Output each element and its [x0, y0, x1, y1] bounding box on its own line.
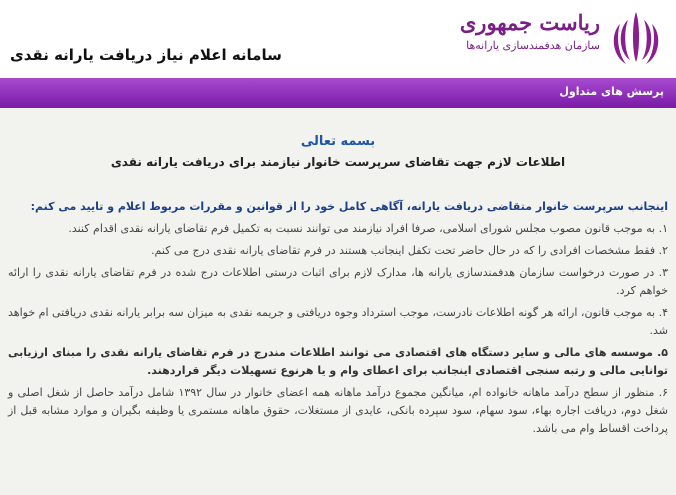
org-title: ریاست جمهوری — [459, 10, 600, 35]
nav-bar — [0, 78, 676, 108]
term-item-3: ۳. در صورت درخواست سازمان هدفمندسازی یارانه ها، مدارک لازم برای اثبات درستی اطلاعات درج شده در فرم تقاضای یارانه نقدی را ارائه خواهم کرد. — [8, 266, 668, 297]
term-item-1: ۱. به موجب قانون مصوب مجلس شورای اسلامی، صرفا افراد نیازمند می توانند نسبت به تکمیل فرم تقاضای یارانه نقدی اقدام کنند. — [68, 222, 668, 235]
iran-emblem-icon — [610, 8, 662, 66]
intro-statement: اینجانب سرپرست خانوار متقاضی دریافت یارانه، آگاهی کامل خود را از قوانین و مقررات مربوط اعلام و تایید می کنم: — [30, 200, 668, 213]
terms-list — [8, 220, 668, 442]
term-item-6: ۶. منظور از سطح درآمد ماهانه خانواده ام، میانگین مجموع درآمد ماهانه همه اعضای خانوار در سال ۱۳۹۲ شامل درآمد حاصل از شغل اصلی و شغل دوم، دریافت اجاره بهاء، سود سهام، سود سپرده بانکی، عایدی از مستغلات، حقوق ماهانه مستمری یا وظیفه بگیران و موارد مشابه قبل از پرداخت اقساط وام می باشد. — [8, 386, 669, 435]
system-title: سامانه اعلام نیاز دریافت یارانه نقدی — [10, 46, 282, 64]
term-item-2: ۲. فقط مشخصات افرادی را که در حال حاضر تحت تکفل اینجانب هستند در فرم تقاضای یارانه نقدی درج می کنم. — [151, 244, 668, 257]
page-subtitle: اطلاعات لازم جهت تقاضای سرپرست خانوار نیازمند برای دریافت یارانه نقدی — [110, 155, 566, 169]
main-content — [0, 108, 676, 495]
bismillah: بسمه تعالی — [300, 134, 376, 149]
org-subtitle: سازمان هدفمندسازی یارانه‌ها — [466, 39, 600, 52]
org-name — [410, 10, 600, 54]
term-item-4: ۴. به موجب قانون، ارائه هر گونه اطلاعات نادرست، موجب استرداد وجوه دریافتی و جریمه نقدی به میزان سه برابر یارانه نقدی دریافتی ام خواهد شد. — [8, 306, 668, 337]
header — [0, 0, 676, 78]
faq-link[interactable]: پرسش های متداول — [559, 85, 664, 98]
term-item-5: ۵. موسسه های مالی و سایر دستگاه های اقتصادی می توانند اطلاعات مندرج در فرم تقاضای یارانه نقدی را مبنای ارزیابی توانایی مالی و رتبه سنجی اقتصادی اینجانب برای اعطای وام و یا هرنوع تسهیلات دیگر قراردهند. — [8, 346, 668, 377]
